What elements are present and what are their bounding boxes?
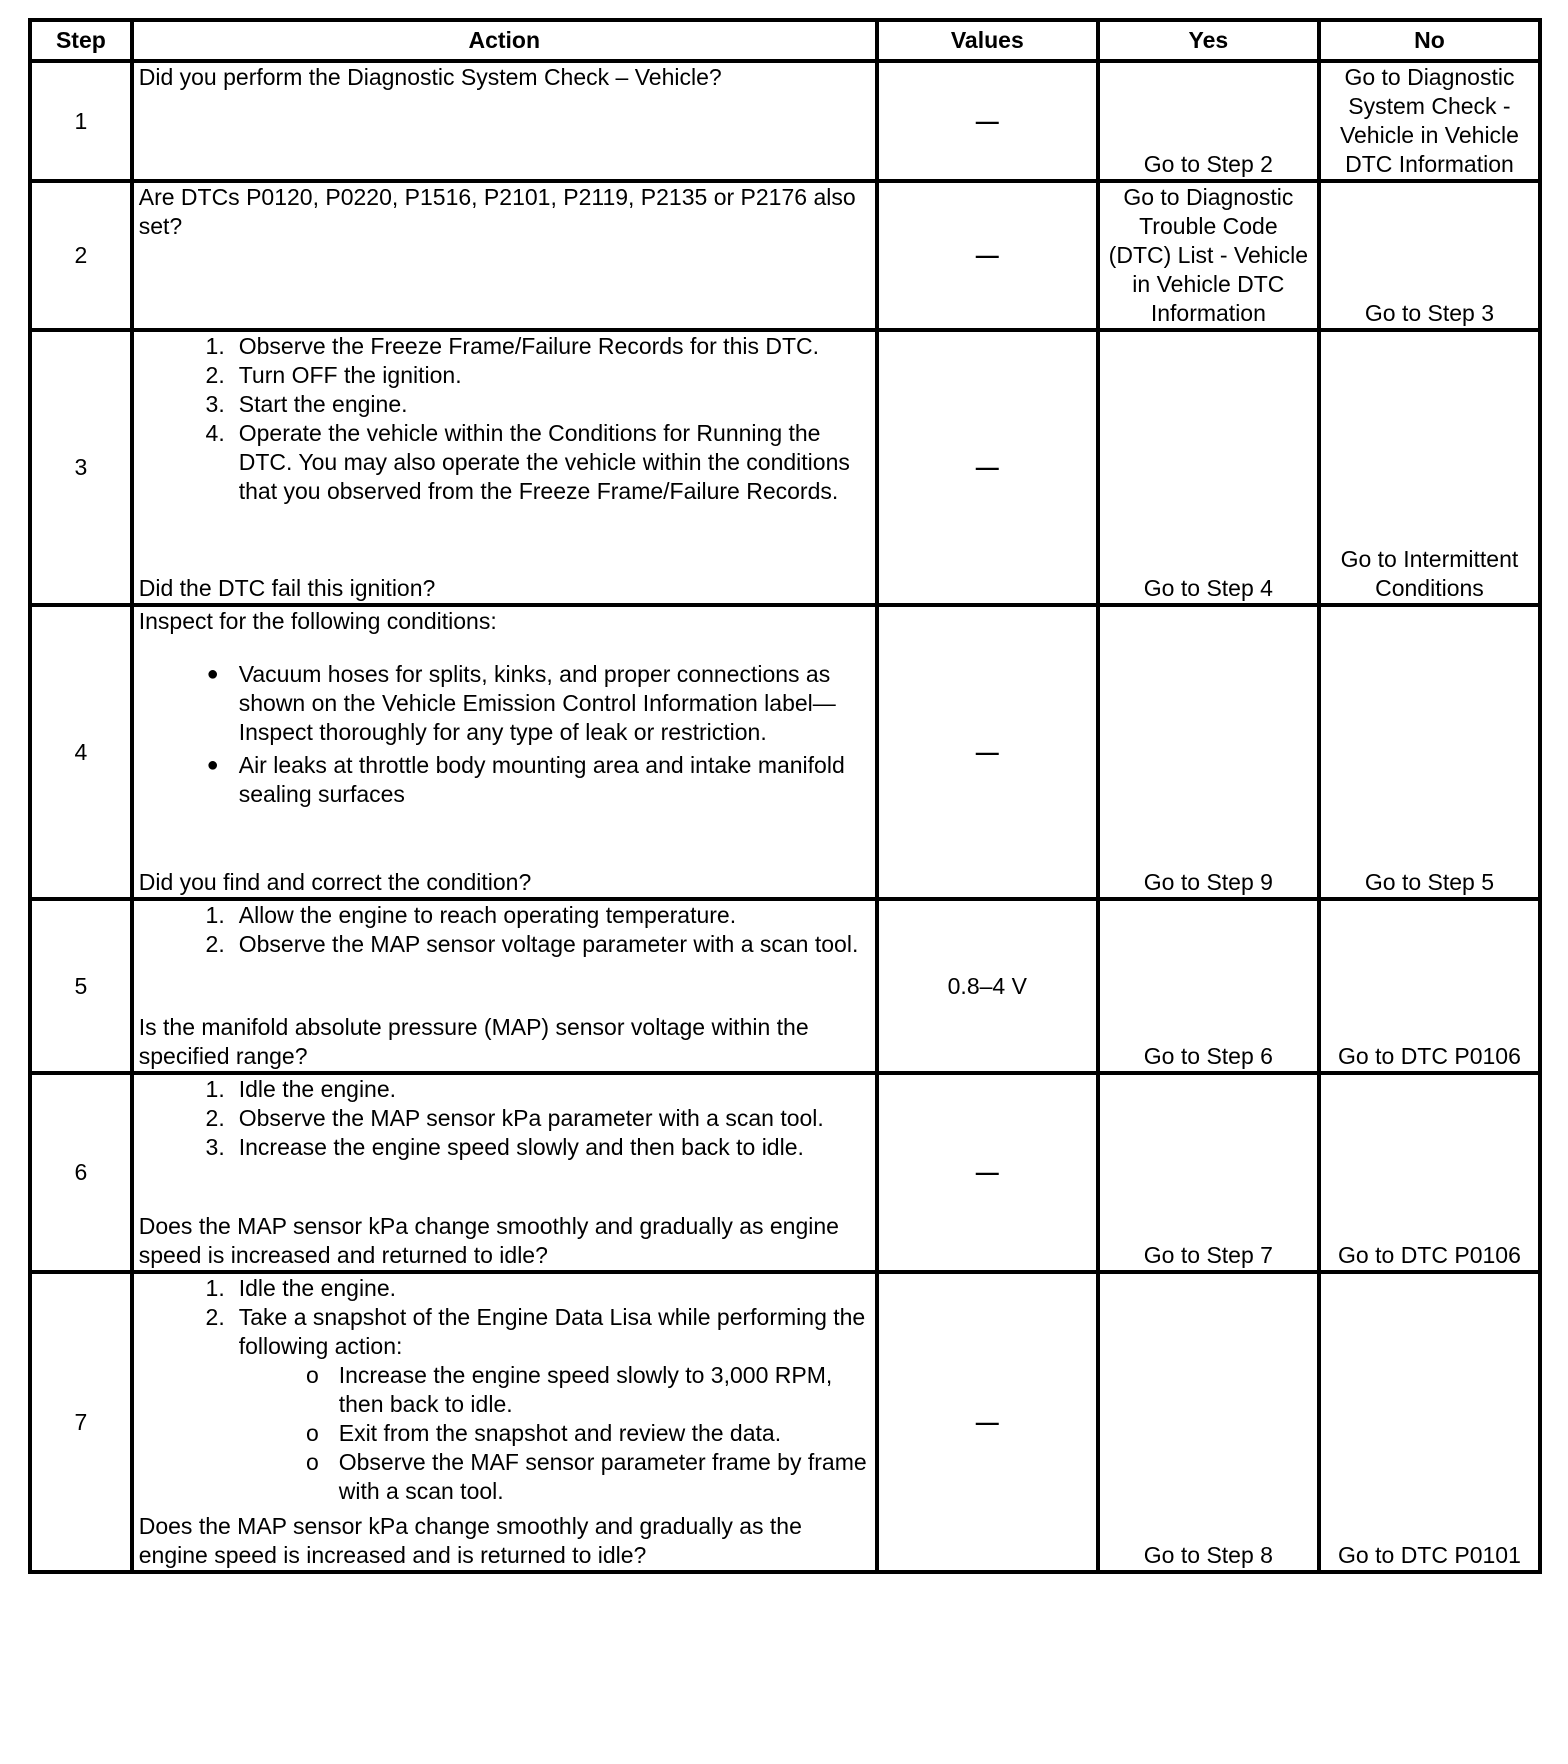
step-number: 5 (32, 901, 130, 1071)
action-intro: Inspect for the following conditions: (138, 608, 497, 634)
table-row (32, 332, 1538, 603)
condition-list (139, 660, 870, 809)
list-item: ● Air leaks at throttle body mounting area and intake manifold sealing surfaces (139, 751, 870, 809)
list-item: 3. Increase the engine speed slowly and then back to idle. (205, 1134, 804, 1160)
header-yes: Yes (1100, 22, 1317, 59)
no-cell: Go to Intermittent Conditions (1321, 332, 1538, 603)
header-row (32, 22, 1538, 59)
action-question: Is the manifold absolute pressure (MAP) sensor voltage within the specified range? (138, 1014, 809, 1069)
step-number: 7 (32, 1274, 130, 1570)
step-number: 2 (32, 183, 130, 328)
bullet-icon: ● (206, 663, 219, 685)
list-item: 2. Turn OFF the ignition. (205, 362, 462, 388)
table-row (32, 1274, 1538, 1570)
values-cell: — (879, 1274, 1096, 1570)
yes-cell: Go to Diagnostic Trouble Code (DTC) List - Vehicle in Vehicle DTC Information (1100, 183, 1317, 328)
step-number: 1 (32, 63, 130, 179)
step-number: 4 (32, 607, 130, 897)
action-cell (134, 607, 875, 897)
list-item: 2. Take a snapshot of the Engine Data Lisa while performing the following action: (205, 1304, 866, 1359)
step-number: 6 (32, 1075, 130, 1270)
list-item: 1. Allow the engine to reach operating temperature. (205, 902, 737, 928)
header-no: No (1321, 22, 1538, 59)
circle-bullet-icon: o (305, 1449, 319, 1475)
header-action: Action (134, 22, 875, 59)
yes-cell: Go to Step 8 (1100, 1274, 1317, 1570)
action-steps (139, 901, 870, 959)
table-row (32, 1075, 1538, 1270)
no-cell: Go to Step 5 (1321, 607, 1538, 897)
sub-action-list (239, 1361, 870, 1506)
header-values: Values (879, 22, 1096, 59)
action-cell (134, 332, 875, 603)
action-question: Did the DTC fail this ignition? (138, 575, 436, 601)
action-cell (134, 183, 875, 328)
values-cell: — (879, 63, 1096, 179)
table-row (32, 901, 1538, 1071)
action-steps (139, 1075, 870, 1162)
yes-cell: Go to Step 4 (1100, 332, 1317, 603)
table-row (32, 63, 1538, 179)
no-cell: Go to Diagnostic System Check - Vehicle in Vehicle DTC Information (1321, 63, 1538, 179)
values-cell: — (879, 1075, 1096, 1270)
list-item: o Observe the MAF sensor parameter frame by frame with a scan tool. (239, 1448, 870, 1506)
list-item: 1. Idle the engine. (205, 1076, 397, 1102)
list-item: 1. Idle the engine. (205, 1275, 397, 1301)
list-item: 4. Operate the vehicle within the Conditions for Running the DTC. You may also operate the vehicle within the conditions that you observed from the Freeze Frame/Failure Records. (205, 420, 850, 504)
action-question: Does the MAP sensor kPa change smoothly and gradually as the engine speed is increased and is returned to idle? (138, 1513, 802, 1568)
list-item: 2. Observe the MAP sensor kPa parameter with a scan tool. (205, 1105, 824, 1131)
yes-cell: Go to Step 9 (1100, 607, 1317, 897)
no-cell: Go to DTC P0101 (1321, 1274, 1538, 1570)
list-item: 1. Observe the Freeze Frame/Failure Records for this DTC. (205, 333, 820, 359)
action-question: Did you perform the Diagnostic System Check – Vehicle? (138, 64, 722, 90)
table-row (32, 183, 1538, 328)
yes-cell: Go to Step 7 (1100, 1075, 1317, 1270)
list-item: o Exit from the snapshot and review the data. (239, 1419, 870, 1448)
no-cell: Go to DTC P0106 (1321, 1075, 1538, 1270)
circle-bullet-icon: o (305, 1362, 319, 1388)
table-row (32, 607, 1538, 897)
list-item: 3. Start the engine. (205, 391, 408, 417)
action-question: Are DTCs P0120, P0220, P1516, P2101, P2119, P2135 or P2176 also set? (138, 184, 856, 239)
values-cell: — (879, 332, 1096, 603)
action-cell (134, 63, 875, 179)
circle-bullet-icon: o (305, 1420, 319, 1446)
bullet-icon: ● (206, 754, 219, 776)
action-cell (134, 1075, 875, 1270)
action-steps (139, 332, 870, 506)
action-cell (134, 1274, 875, 1570)
diagnostic-table (28, 18, 1542, 1574)
action-question: Does the MAP sensor kPa change smoothly and gradually as engine speed is increased and returned to idle? (138, 1213, 839, 1268)
values-cell: 0.8–4 V (879, 901, 1096, 1071)
yes-cell: Go to Step 2 (1100, 63, 1317, 179)
no-cell: Go to Step 3 (1321, 183, 1538, 328)
step-number: 3 (32, 332, 130, 603)
list-item: ● Vacuum hoses for splits, kinks, and proper connections as shown on the Vehicle Emission Control Information label—Inspect thoroughly for any type of leak or restriction. (139, 660, 870, 747)
values-cell: — (879, 607, 1096, 897)
yes-cell: Go to Step 6 (1100, 901, 1317, 1071)
no-cell: Go to DTC P0106 (1321, 901, 1538, 1071)
action-cell (134, 901, 875, 1071)
list-item: 2. Observe the MAP sensor voltage parameter with a scan tool. (205, 931, 859, 957)
header-step: Step (32, 22, 130, 59)
values-cell: — (879, 183, 1096, 328)
action-steps (139, 1274, 870, 1361)
list-item: o Increase the engine speed slowly to 3,000 RPM, then back to idle. (239, 1361, 870, 1419)
action-question: Did you find and correct the condition? (138, 869, 532, 895)
